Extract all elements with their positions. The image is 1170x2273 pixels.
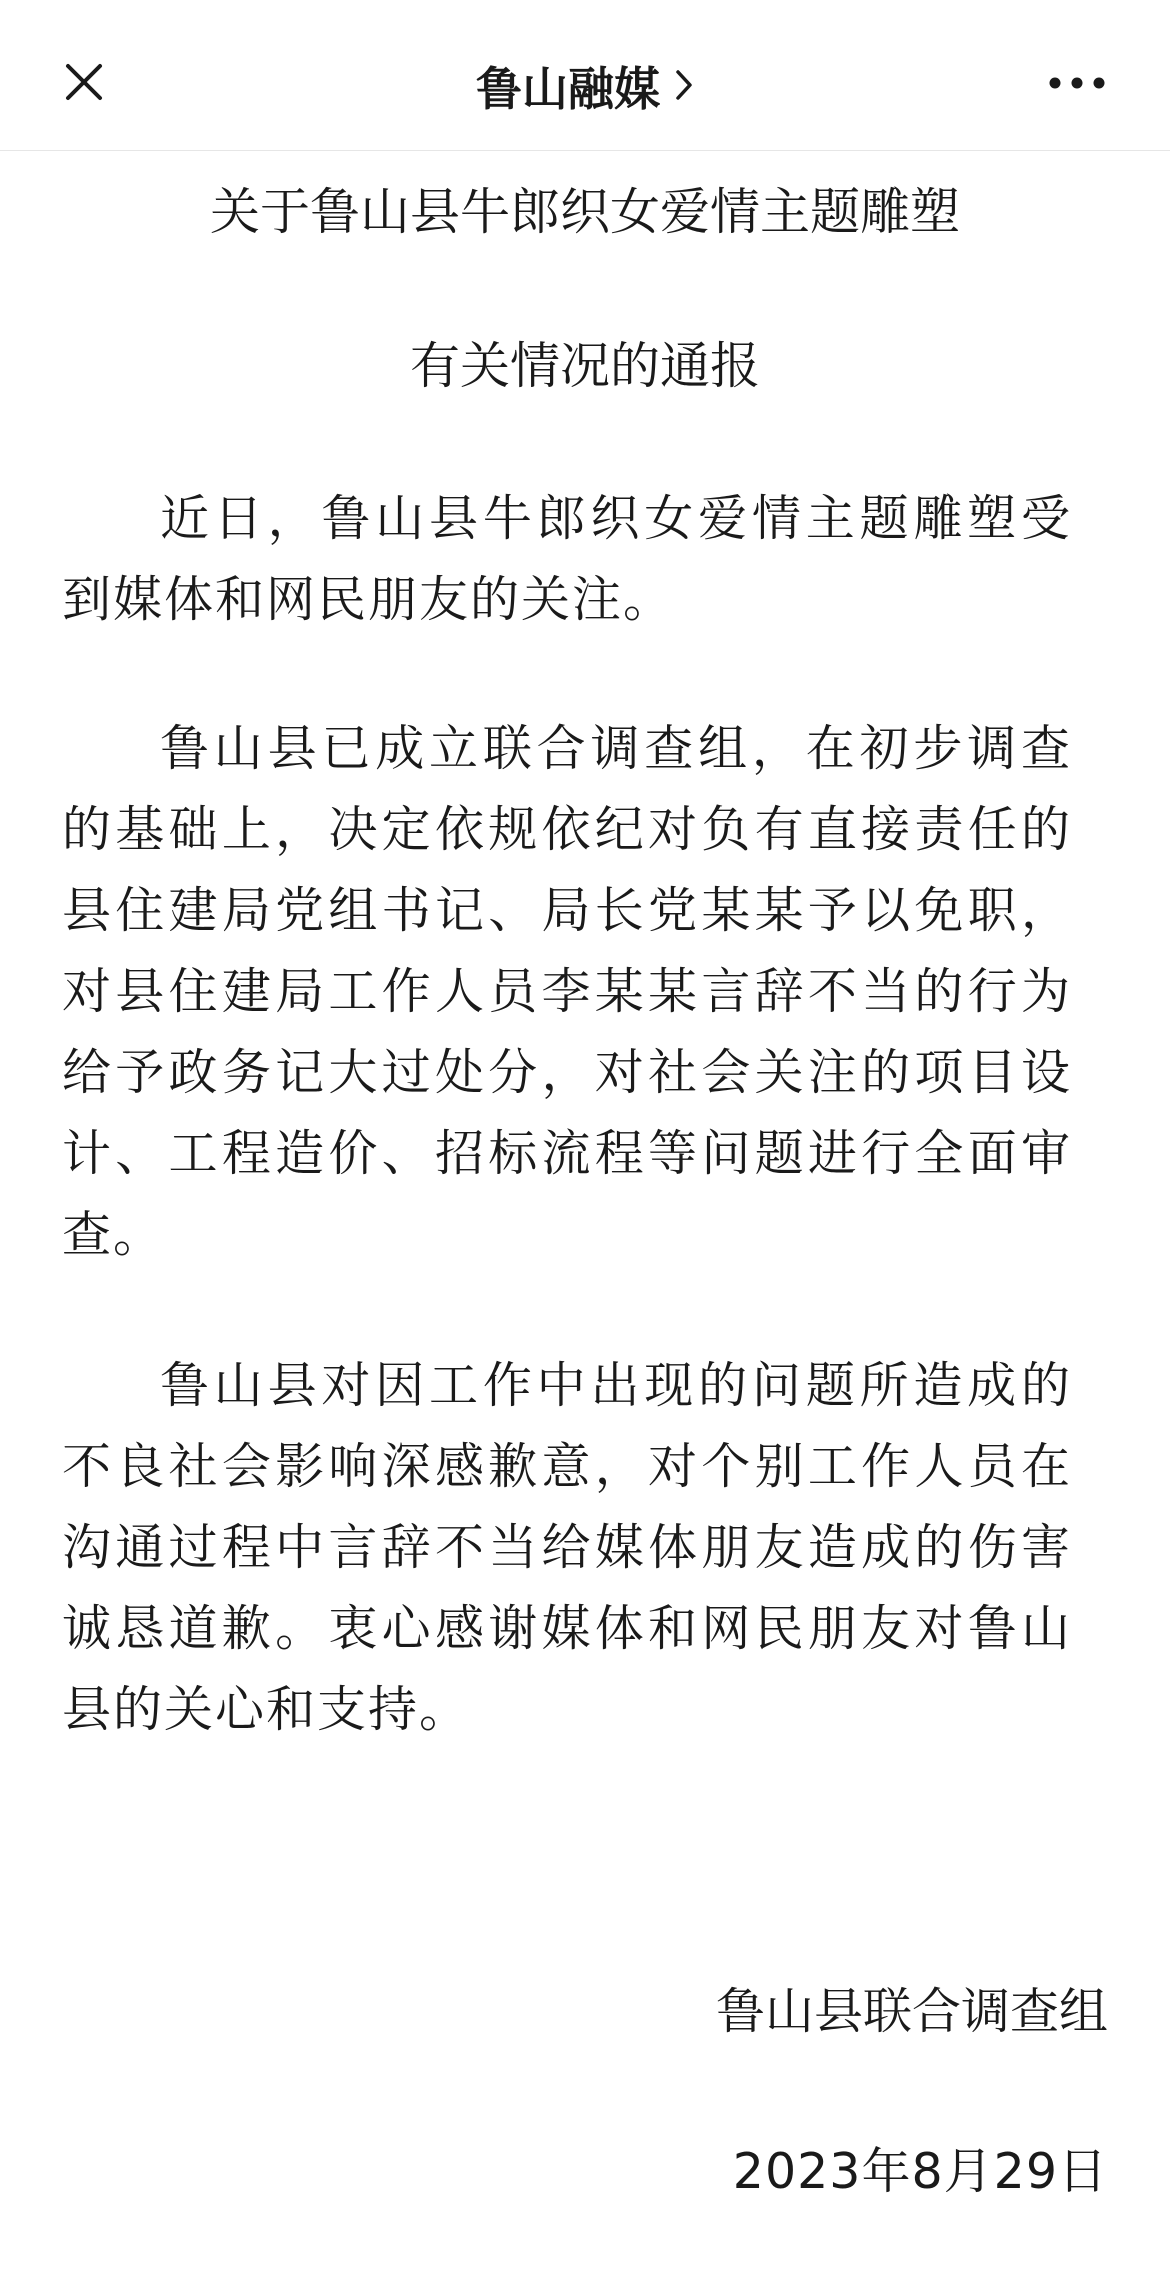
close-button[interactable] xyxy=(48,48,120,120)
more-button[interactable] xyxy=(1032,48,1122,120)
more-horizontal-icon xyxy=(1048,75,1106,94)
chevron-right-icon xyxy=(674,59,694,113)
article-paragraph-2: 鲁山县已成立联合调查组，在初步调查的基础上，决定依规依纪对负有直接责任的县住建局党组书记、局长党某某予以免职，对县住建局工作人员李某某言辞不当的行为给予政务记大过处分，对社会关注的项目设计、工程造价、招标流程等问题进行全面审查。 xyxy=(62,720,1072,1263)
close-icon xyxy=(64,62,104,106)
article-body xyxy=(0,150,1170,2273)
article-paragraph-3: 鲁山县对因工作中出现的问题所造成的不良社会影响深感歉意，对个别工作人员在沟通过程中言辞不当给媒体朋友造成的伤害诚恳道歉。衷心感谢媒体和网民朋友对鲁山县的关心和支持。 xyxy=(62,1357,1072,1738)
top-nav-bar xyxy=(0,0,1170,151)
account-name-link[interactable] xyxy=(385,46,785,126)
article-title-line-2: 有关情况的通报 xyxy=(410,337,760,395)
article-date: 2023年8月29日 xyxy=(732,2143,1108,2200)
account-name: 鲁山融媒 xyxy=(476,62,660,116)
article-paragraph-1: 近日，鲁山县牛郎织女爱情主题雕塑受到媒体和网民朋友的关注。 xyxy=(62,490,1072,628)
article-signature: 鲁山县联合调查组 xyxy=(715,1983,1108,2040)
article-title-line-1: 关于鲁山县牛郎织女爱情主题雕塑 xyxy=(210,183,960,241)
